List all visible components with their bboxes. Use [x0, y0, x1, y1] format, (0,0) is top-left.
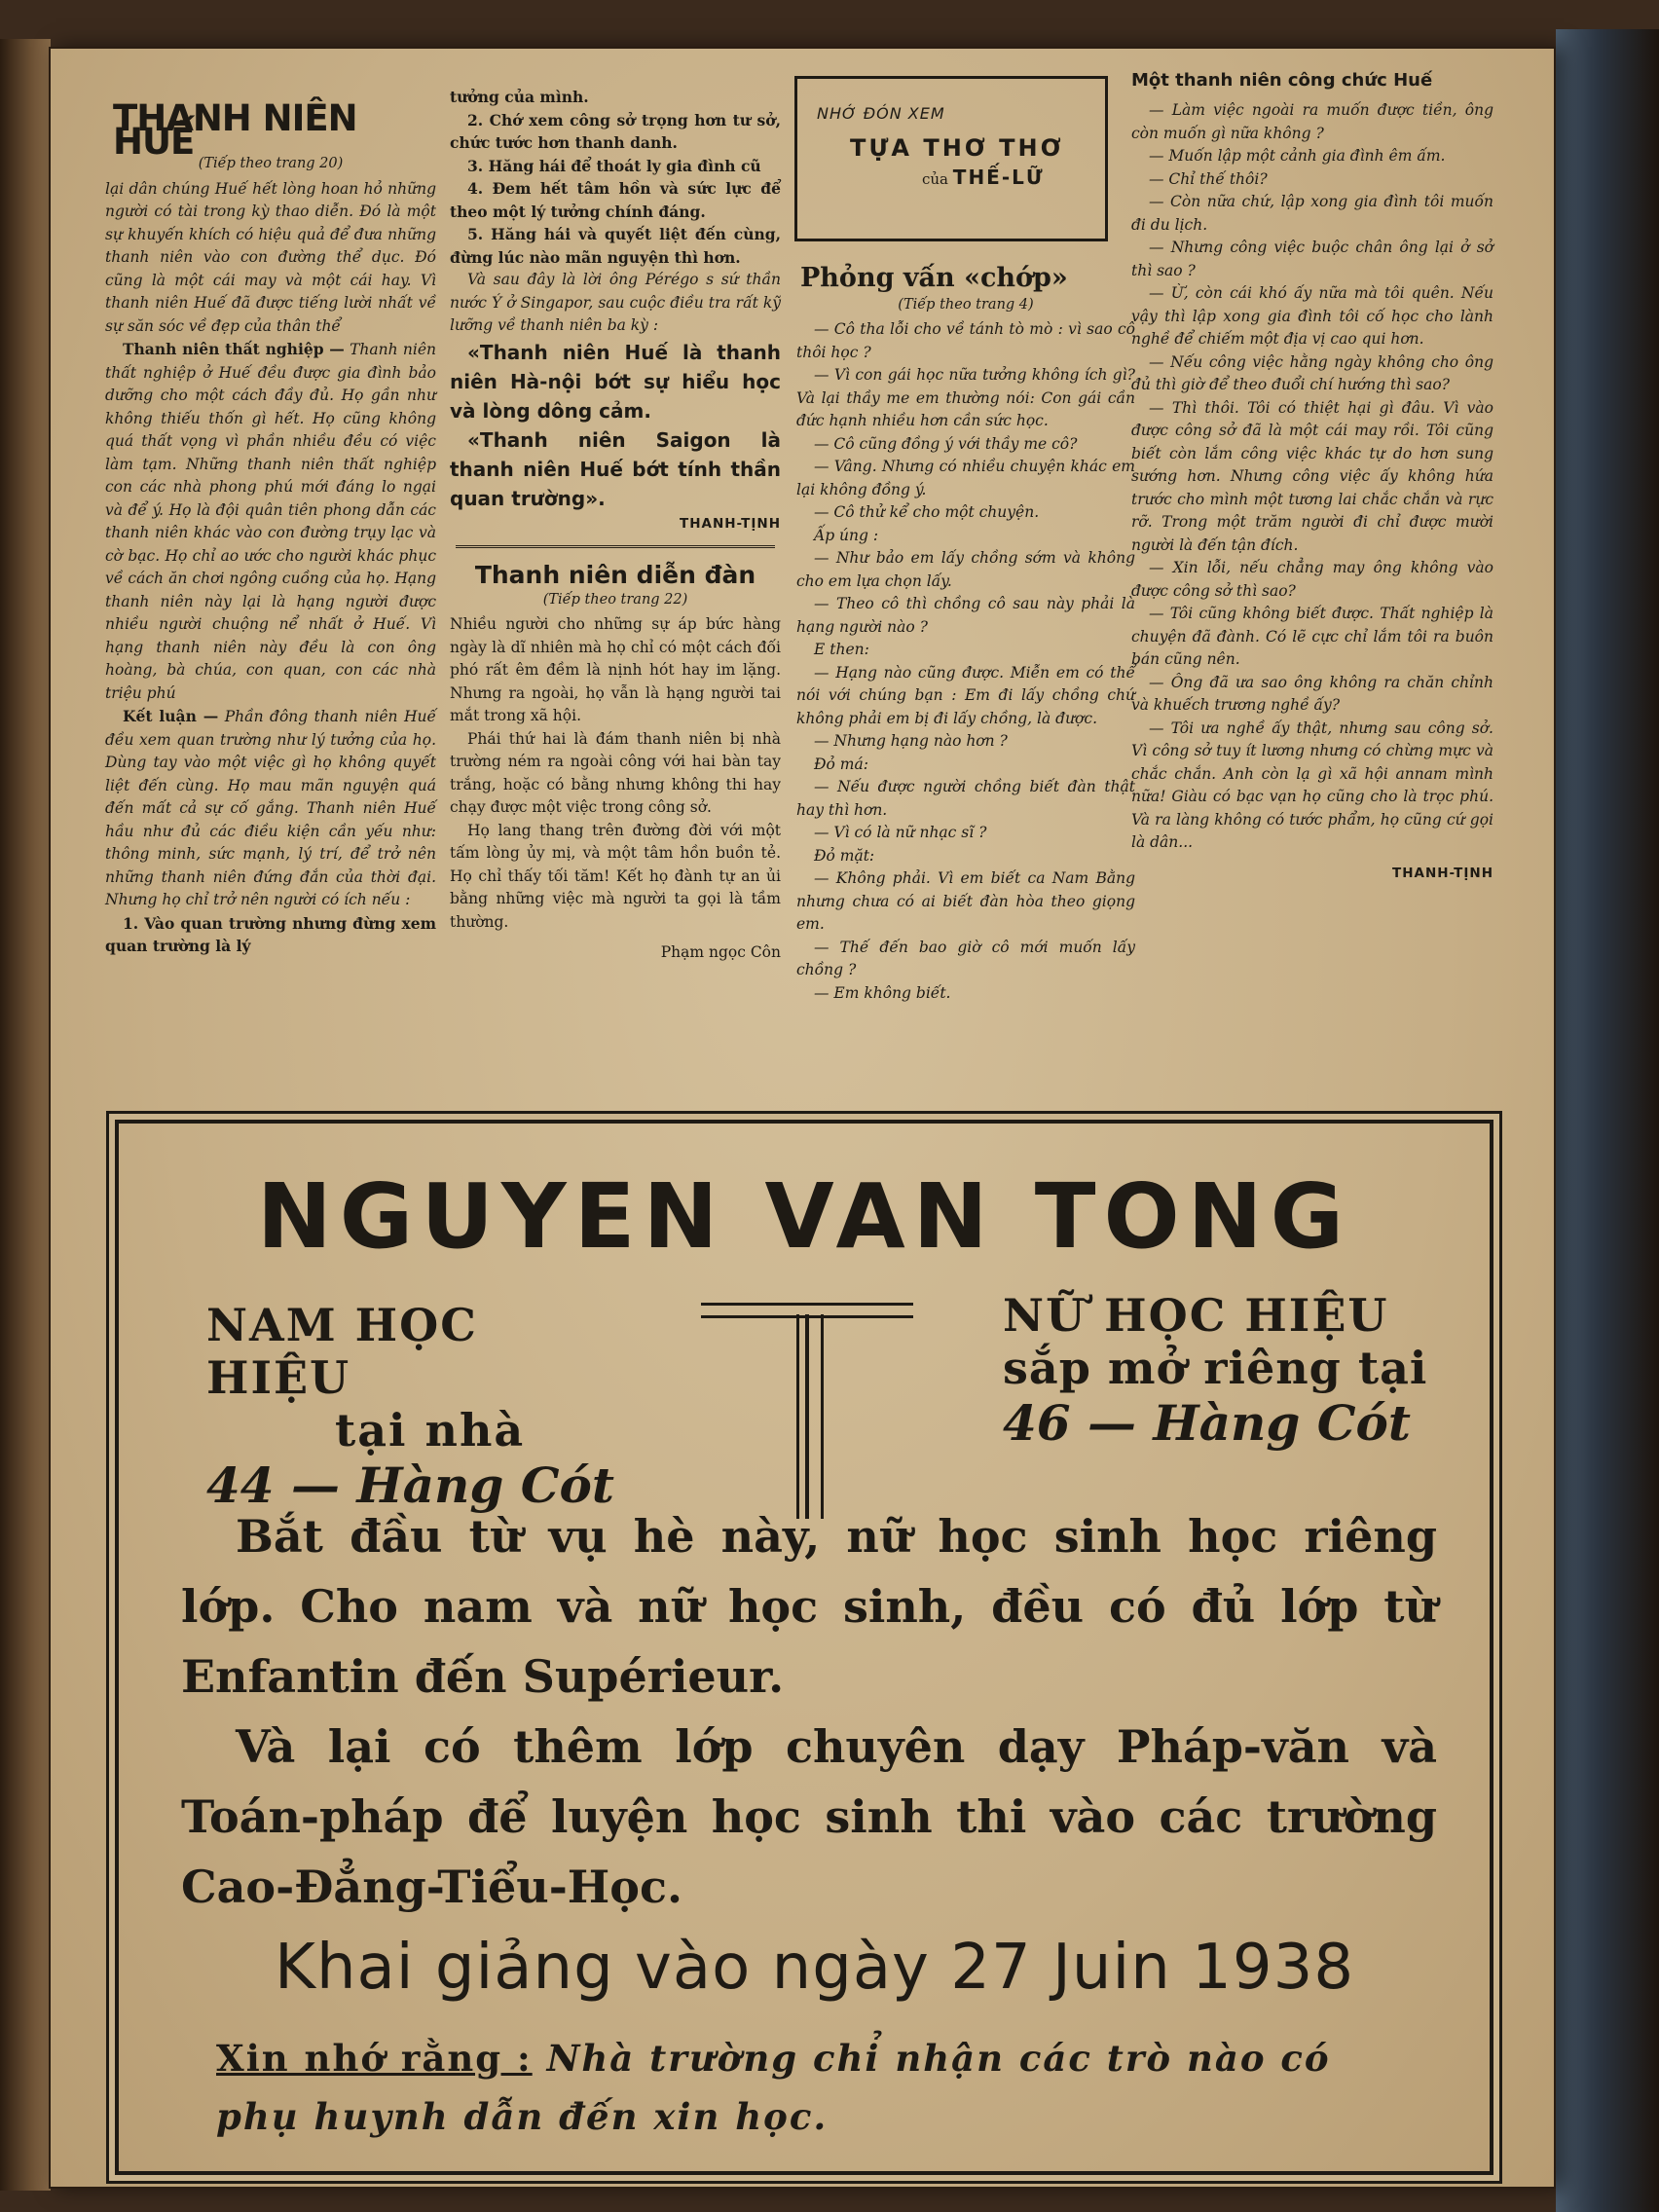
dialogue-line: — Thế đến bao giờ cô mới muốn lấy chồng ? [796, 938, 1135, 978]
dialogue-line: — Muốn lập một cảnh gia đình êm ấm. [1149, 147, 1446, 165]
quote: «Thanh niên Saigon là thanh niên Huế bớt tính thần quan trường». [450, 427, 781, 510]
notice-label: NHỚ ĐÓN XEM [817, 104, 945, 123]
dialogue-line: — Theo cô thì chồng cô sau này phải là hạng người nào ? [796, 595, 1135, 636]
author-signature: THANH-TỊNH [680, 515, 781, 532]
divider [456, 545, 775, 558]
dialogue-line: — Làm việc ngoài ra muốn được tiền, ông còn muốn gì nữa không ? [1131, 101, 1493, 142]
dialogue-line: — Xin lỗi, nếu chẳng may ông không vào được công sở thì sao? [1131, 559, 1493, 600]
school-advertisement [115, 1120, 1493, 2175]
interview-lines [796, 318, 1135, 1005]
paragraph: 5. Hăng hái và quyết liệt đến cùng, đừng lúc nào mãn nguyện thì hơn. [450, 225, 781, 267]
dialogue-line: — Tôi ưa nghề ấy thật, nhưng sau công sở. Vì công sở tuy ít lương nhưng có chừng mực và chắc chắn. Anh còn lạ gì xã hội annam mình nữa! Giàu có bạc vạn họ cũng cho là trọc phú. Và ra làng không có tước phẩm, họ cũng cứ gọi là dân... [1131, 719, 1493, 851]
paragraph [105, 338, 436, 705]
girls-school-title: NỮ HỌC HIỆU [1003, 1289, 1389, 1342]
column-2 [450, 86, 781, 965]
article-title: Một thanh niên công chức Huế [1131, 70, 1433, 91]
dialogue-line: — Cô tha lỗi cho về tánh tò mò : vì sao cô thôi học ? [796, 320, 1135, 361]
notice-box [794, 76, 1108, 241]
paragraph: Nhiều người cho những sự áp bức hàng ngày là dĩ nhiên mà họ chỉ có một cách đối phó rất êm đềm là nịnh hót hay im lặng. Nhưng ra ngoài, họ vẫn là hạng người tai mắt trong xã hội. [450, 615, 781, 724]
dialogue-line: — Còn nữa chứ, lập xong gia đình tôi muốn đi du lịch. [1131, 193, 1493, 234]
interview-lines [1131, 99, 1493, 855]
paragraph-lead: Kết luận — [123, 707, 219, 725]
dialogue-line: — Nếu công việc hằng ngày không cho ông đủ thì giờ để theo đuổi chí hướng thì sao? [1131, 352, 1493, 393]
paragraph-text: Thanh niên thất nghiệp ở Huế đều được gia đình bảo dưỡng cho một cách đầy đủ. Họ gần như không thiếu thốn gì hết. Họ cũng không quá thất vọng vì phần nhiều đều có việc làm tạm. Những thanh niên thất nghiệp con các nhà phong phú mới đáng lo ngại và để ý. Họ là đội quân tiên phong dẫn các thanh niên khác vào con đường trụy lạc và cờ bạc. Họ chỉ ao ước cho người khác phục về cách ăn chơi ngông cuồng của họ. Hạng thanh niên này lại là hạng người được nhiều người chuộng nể nhất ở Huế. Vì hạng thanh niên này đều là con ông hoàng, bà chúa, con quan, con các nhà triệu phú [105, 341, 437, 702]
dialogue-line: — Tôi cũng không biết được. Thất nghiệp là chuyện đã đành. Có lẽ cực chỉ lắm tôi ra buôn bán cũng nên. [1131, 605, 1493, 668]
dialogue-line: — Em không biết. [814, 983, 951, 1002]
continued-note: (Tiếp theo trang 22) [542, 591, 688, 608]
dialogue-line: E then: [814, 641, 869, 658]
dialogue-line: — Vì có là nữ nhạc sĩ ? [814, 824, 987, 841]
article-title: THANH NIÊN HUẾ [113, 97, 357, 163]
paragraph [105, 705, 436, 912]
dialogue-line: — Vì con gái học nữa tưởng không ích gì? Và lại thầy me em thường nói: Con gái cần đức hạnh nhiều hơn cần sức học. [796, 366, 1135, 429]
ad-paragraph: Bắt đầu từ vụ hè này, nữ học sinh học riêng lớp. Cho nam và nữ học sinh, đều có đủ lớp từ Enfantin đến Supérieur. [181, 1510, 1437, 1703]
paragraph: 1. Vào quan trường nhưng đừng xem quan trường là lý [105, 913, 436, 955]
dialogue-line: Đỏ mặt: [814, 846, 875, 865]
quote: «Thanh niên Huế là thanh niên Hà-nội bớt sự hiểu học và lòng dông cảm. [450, 340, 781, 423]
notice-by: của [922, 170, 949, 188]
dialogue-line: — Chỉ thế thôi? [1149, 169, 1268, 188]
ad-body [181, 1501, 1437, 1922]
article-title: Phỏng vấn «chớp» [800, 263, 1068, 293]
paragraph: Họ lang thang trên đường đời với một tấm lòng ủy mị, và một tâm hồn buồn tẻ. Họ chỉ thấy tối tăm! Kết họ đành tự an ủi bằng những việc mà người ta gọi là tầm thường. [450, 821, 781, 931]
author-signature: Phạm ngọc Côn [660, 943, 781, 961]
author-signature: THANH-TỊNH [1392, 865, 1493, 881]
ad-footnote [216, 2029, 1423, 2146]
continued-note: (Tiếp theo trang 4) [898, 296, 1034, 313]
book-edge [1556, 29, 1659, 2212]
article-title: Thanh niên diễn đàn [474, 561, 756, 589]
dialogue-line: — Nhưng hạng nào hơn ? [814, 732, 1008, 750]
dialogue-line: — Nếu được người chồng biết đàn thật hay thì hơn. [796, 778, 1135, 819]
paragraph: Và sau đây là lời ông Pérégo s sứ thần nước Ý ở Singapor, sau cuộc điều tra rất kỹ lưỡng về thanh niên ba kỳ : [450, 271, 781, 334]
boys-school-title: NAM HỌC HIỆU [206, 1299, 478, 1404]
notice-title: TỰA THƠ THƠ [850, 134, 1064, 162]
notice-author-name: THẾ-LỮ [952, 166, 1045, 189]
column-phong-van [796, 243, 1135, 1005]
footnote-text: Nhà trường chỉ nhận các trò nào có phụ huynh dẫn đến xin học. [216, 2037, 1331, 2138]
column-cong-chuc [1131, 68, 1493, 885]
dialogue-line: Ấp úng : [814, 526, 879, 544]
dialogue-line: — Vâng. Nhưng có nhiều chuyện khác em lại không đồng ý. [796, 458, 1135, 498]
opening-date: Khai giảng vào ngày 27 Juin 1938 [275, 1932, 1355, 2004]
dialogue-line: — Hạng nào cũng được. Miễn em có thể nói với chúng bạn : Em đi lấy chồng chứ không phải em bị đi lấy chồng, là được. [796, 663, 1135, 727]
dialogue-line: — Cô thử kể cho một chuyện. [814, 503, 1040, 521]
paragraph: lại dân chúng Huế hết lòng hoan hỏ những người có tài trong kỳ thao diễn. Đó là một sự khuyến khích có hiệu quả để đưa những thanh niên vào con đường thể dục. Đó cũng là một cái may và một cái hay. Vì thanh niên Huế đã được tiếng lười nhất về sự săn sóc về đẹp của thân thể [105, 179, 436, 335]
t-logo-icon [701, 1303, 913, 1527]
dialogue-line: — Như bảo em lấy chồng sớm và không cho em lựa chọn lấy. [796, 549, 1135, 590]
paragraph-text: Phần đông thanh niên Huế đều xem quan trường như lý tưởng của họ. Dùng tay vào một việc gì họ không quyết liệt đến cùng. Họ mau mãn nguyện quá đến mất cả sự cố gắng. Thanh niên Huế hầu như đủ các điều kiện cần yếu như: thông minh, sức mạnh, lý trí, để trở nên những thanh niên đứng đắn của thời đại. Nhưng họ chỉ trở nên người có ích nếu : [105, 708, 437, 908]
dialogue-line: — Ừ, còn cái khó ấy nữa mà tôi quên. Nếu vậy thì lập xong gia đình tôi cố học cho lành nghề để chiếm một địa vị cao qui hơn. [1131, 284, 1493, 348]
paragraph: Phái thứ hai là đám thanh niên bị nhà trường ném ra ngoài công với hai bàn tay trắng, hoặc có bằng nhưng không thi hay chạy được một việc trong công sở. [450, 729, 781, 816]
ad-paragraph: Và lại có thêm lớp chuyên dạy Pháp-văn và Toán-pháp để luyện học sinh thi vào các trường Cao-Đẳng-Tiểu-Học. [181, 1720, 1437, 1913]
paragraph: tưởng của mình. [450, 88, 589, 106]
dialogue-line: Đỏ má: [814, 755, 868, 773]
continued-note: (Tiếp theo trang 20) [198, 156, 344, 171]
paragraph-lead: Thanh niên thất nghiệp — [123, 340, 345, 358]
boys-school-address: 44 — Hàng Cót [206, 1456, 614, 1514]
dialogue-line: — Cô cũng đồng ý với thầy me cô? [814, 434, 1078, 453]
boys-school-location: tại nhà [335, 1404, 526, 1456]
paragraph: 4. Đem hết tâm hồn và sức lực để theo một lý tưởng chính đáng. [450, 179, 781, 221]
paragraph: 2. Chớ xem công sở trọng hơn tư sở, chức tước hơn thanh danh. [450, 110, 781, 152]
footnote-lead: Xin nhớ rằng : [216, 2037, 533, 2080]
paragraph: 3. Hăng hái để thoát ly gia đình cũ [467, 156, 761, 175]
dialogue-line: — Ông đã ưa sao ông không ra chăn chỉnh và khuếch trương nghề ấy? [1131, 673, 1493, 714]
dialogue-line: — Nhưng công việc buộc chân ông lại ở sở thì sao ? [1131, 239, 1493, 279]
dialogue-line: — Không phải. Vì em biết ca Nam Bằng nhưng chưa có ai biết đàn hòa theo giọng em. [796, 869, 1135, 933]
book-spine [0, 39, 51, 2191]
dialogue-line: — Thì thôi. Tôi có thiệt hại gì đâu. Vì vào được công sở đã là một cái may rồi. Tôi cũng biết còn lắm công việc khác tự do hơn sung sướng hơn. Nhưng công việc ấy không hứa trước cho mình một tương lai chắc chắn và rực rỡ. Trong một trăm người đi chỉ được mười người là đến tận đích. [1131, 398, 1493, 554]
girls-school-address: 46 — Hàng Cót [1003, 1394, 1411, 1452]
girls-school-info [1003, 1289, 1451, 1452]
boys-school-info [206, 1299, 615, 1514]
column-thanh-nien-hue [105, 56, 436, 958]
girls-school-location: sắp mở riêng tại [1003, 1342, 1428, 1394]
ad-name: NGUYEN VAN TONG [256, 1164, 1352, 1269]
notice-author [922, 166, 1105, 189]
